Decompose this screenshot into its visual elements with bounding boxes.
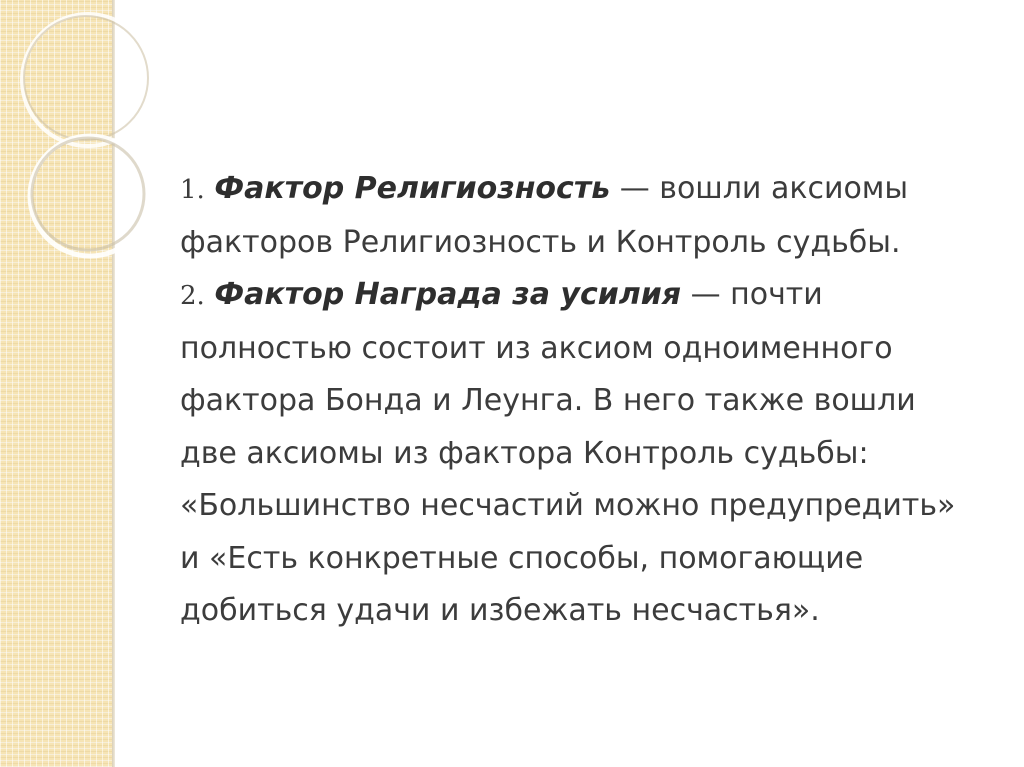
slide-body <box>180 163 960 638</box>
item-number: 2. <box>180 281 205 311</box>
item-number: 1. <box>180 175 205 205</box>
item-text: — вошли аксиомы факторов Религиозность и Контроль судьбы. <box>180 171 909 260</box>
item-text: — почти полностью состоит из аксиом одноименного фактора Бонда и Леунга. В него также вошли две аксиомы из фактора Контроль судьбы: «Большинство несчастий можно предупредить» и «Есть конкретные способы, помогающие добиться удачи и избежать несчастья». <box>180 277 956 628</box>
factor-title: Фактор Награда за усилия <box>214 277 682 312</box>
list-item <box>180 163 960 269</box>
factor-title: Фактор Религиозность <box>214 171 611 206</box>
list-item <box>180 269 960 638</box>
decorative-rings-icon <box>0 0 160 260</box>
